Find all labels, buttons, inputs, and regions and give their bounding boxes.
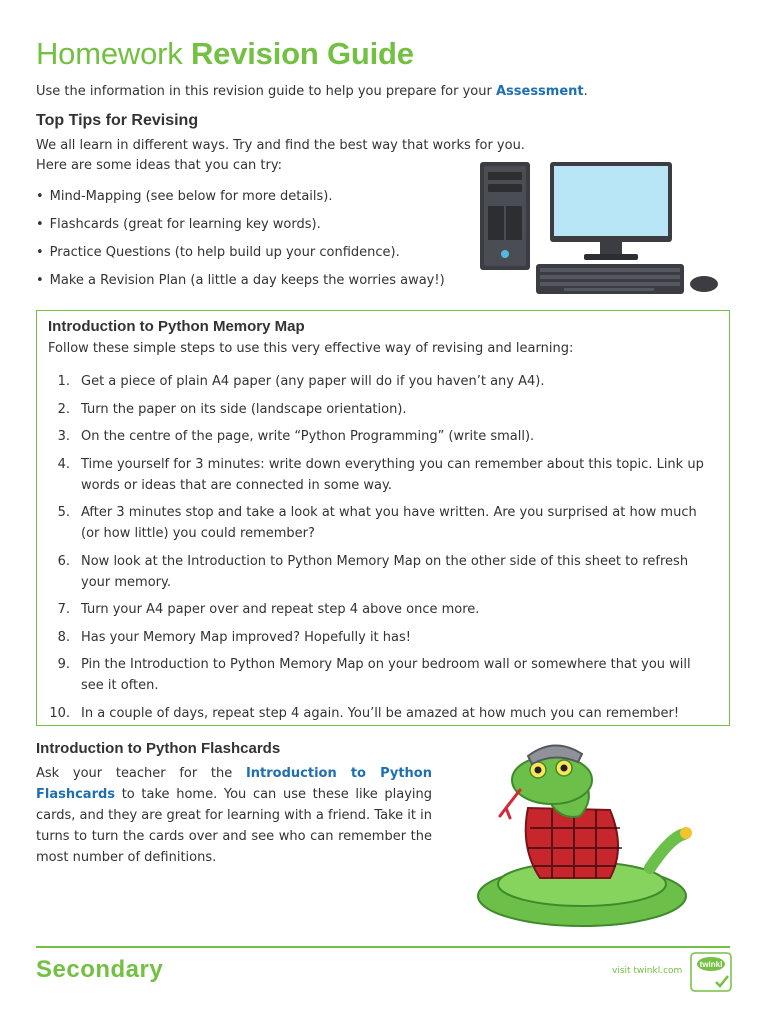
- step-text: Now look at the Introduction to Python Memory Map on the other side of this sheet to refresh your memory.: [81, 553, 689, 590]
- flashcards-after: to take home. You can use these like playing cards, and they are great for learning with a friend. Take it in turns to turn the cards over and see who can remember the most number of definitions.: [36, 787, 432, 865]
- assessment-link[interactable]: Assessment: [495, 84, 584, 99]
- list-item: [37, 599, 727, 620]
- step-text: In a couple of days, repeat step 4 again. You’ll be amazed at how much you can remember!: [81, 705, 680, 721]
- step-number: 4.: [57, 456, 70, 472]
- flashcards-link[interactable]: Introduction to Python Flashcards: [36, 766, 432, 802]
- page-title: [36, 36, 414, 72]
- list-item: [37, 654, 727, 696]
- list-item: [37, 426, 727, 447]
- python-snake-cartoon: [470, 738, 700, 930]
- step-text: Has your Memory Map improved? Hopefully it has!: [81, 629, 411, 645]
- step-number: 10.: [49, 705, 70, 721]
- title-bold: Revision Guide: [190, 36, 414, 71]
- footer-brand: Secondary: [36, 956, 164, 983]
- flashcards-text: [36, 763, 432, 868]
- list-item: • Make a Revision Plan (a little a day keeps the worries away!): [36, 268, 445, 296]
- list-item: [37, 454, 727, 496]
- top-tips-line1: We all learn in different ways. Try and find the best way that works for you.: [36, 138, 525, 153]
- step-text: Time yourself for 3 minutes: write down everything you can remember about this topic. Link up words or ideas that are connected in some way.: [81, 456, 704, 493]
- list-item: [37, 371, 727, 392]
- list-item: • Practice Questions (to help build up your confidence).: [36, 240, 445, 268]
- list-item: • Flashcards (great for learning key words).: [36, 212, 445, 240]
- flashcards-before: Ask your teacher for the: [36, 766, 246, 781]
- step-number: 8.: [57, 629, 70, 645]
- title-light: Homework: [36, 36, 191, 71]
- list-item: [37, 703, 727, 724]
- memory-map-box: [36, 310, 730, 726]
- list-item: [37, 502, 727, 544]
- list-item: • Mind-Mapping (see below for more details).: [36, 184, 445, 212]
- top-tips-text: [36, 136, 525, 176]
- top-tips-line2: Here are some ideas that you can try:: [36, 158, 282, 173]
- step-text: Turn your A4 paper over and repeat step 4 above once more.: [81, 602, 480, 617]
- step-text: Turn the paper on its side (landscape orientation).: [81, 401, 407, 417]
- step-text: After 3 minutes stop and take a look at what you have written. Are you surprised at how much (or how little) you could remember?: [81, 505, 697, 541]
- step-number: 3.: [57, 429, 70, 444]
- step-number: 1.: [57, 374, 70, 389]
- intro-after: .: [583, 84, 588, 99]
- step-number: 7.: [57, 602, 70, 617]
- step-number: 5.: [57, 505, 70, 520]
- desktop-computer-illustration: [474, 156, 724, 298]
- list-item: [37, 399, 727, 420]
- step-text: Pin the Introduction to Python Memory Map on your bedroom wall or somewhere that you will see it often.: [81, 657, 691, 693]
- memory-map-heading: Introduction to Python Memory Map: [48, 318, 305, 335]
- top-tips-heading: Top Tips for Revising: [36, 112, 199, 129]
- step-number: 6.: [57, 553, 70, 569]
- footer-visit-link[interactable]: visit twinkl.com: [612, 966, 683, 976]
- step-text: On the centre of the page, write “Python Programming” (write small).: [81, 429, 535, 444]
- step-text: Get a piece of plain A4 paper (any paper will do if you haven’t any A4).: [81, 374, 545, 389]
- memory-map-steps: [37, 371, 727, 730]
- top-tips-list: [36, 184, 445, 296]
- memory-map-subtitle: Follow these simple steps to use this very effective way of revising and learning:: [48, 341, 574, 356]
- step-number: 2.: [57, 401, 70, 417]
- badge-text: twinkl: [699, 960, 723, 969]
- flashcards-heading: Introduction to Python Flashcards: [36, 740, 281, 757]
- list-item: [37, 627, 727, 648]
- step-number: 9.: [57, 657, 70, 672]
- footer-divider: [36, 946, 730, 948]
- list-item: [37, 551, 727, 593]
- twinkl-quality-badge: [690, 952, 732, 992]
- intro-before: Use the information in this revision guide to help you prepare for your: [36, 84, 496, 99]
- intro-text: [36, 84, 588, 99]
